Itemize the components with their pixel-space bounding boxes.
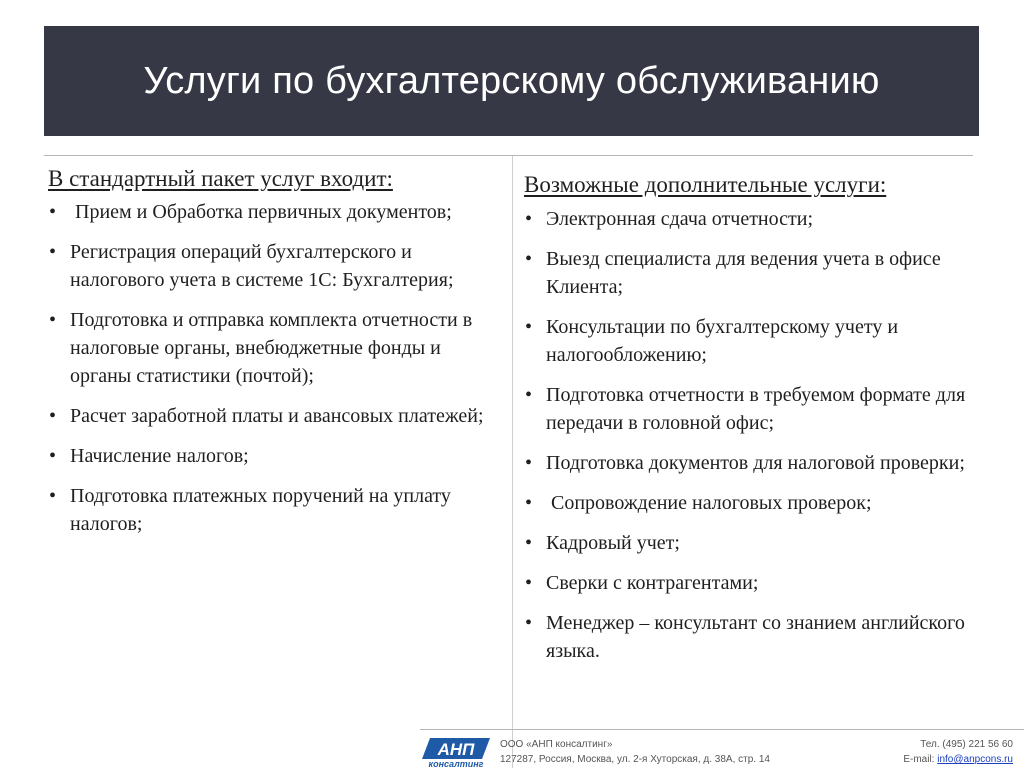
company-info (500, 737, 770, 767)
additional-services-column (524, 172, 1016, 677)
list-item-text: Начисление налогов; (70, 445, 249, 467)
list-item (48, 198, 498, 226)
footer-divider (420, 729, 1024, 730)
list-item-text: Подготовка отчетности в требуемом формате для передачи в головной офис; (546, 384, 971, 434)
list-item (524, 245, 1016, 301)
company-logo (420, 735, 492, 768)
bullet-icon: • (525, 612, 533, 634)
bullet-icon: • (49, 241, 57, 263)
list-item (48, 306, 498, 390)
list-item (524, 381, 1016, 437)
list-item-text: Менеджер – консультант со знанием английского языка. (546, 612, 970, 662)
email-link[interactable]: info@anpcons.ru (937, 754, 1013, 765)
list-item-text: Электронная сдача отчетности; (546, 208, 814, 230)
list-item (48, 442, 498, 470)
list-item-text: Прием и Обработка первичных документов; (70, 201, 452, 223)
bullet-icon: • (49, 445, 57, 467)
list-item-text: Расчет заработной платы и авансовых платежей; (70, 405, 484, 427)
list-item-text: Подготовка документов для налоговой проверки; (546, 452, 965, 474)
standard-services-list (48, 198, 498, 538)
bullet-icon: • (525, 572, 533, 594)
list-item (524, 449, 1016, 477)
title-banner (44, 26, 979, 136)
email-line (903, 752, 1013, 767)
company-address: 127287, Россия, Москва, ул. 2-я Хуторская, д. 38А, стр. 14 (500, 754, 770, 765)
bullet-icon: • (49, 485, 57, 507)
list-item-text: Кадровый учет; (546, 532, 680, 554)
list-item-text: Сопровождение налоговых проверок; (546, 492, 872, 514)
contact-info (903, 737, 1013, 767)
list-item-text: Регистрация операций бухгалтерского и налогового учета в системе 1С: Бухгалтерия; (70, 241, 454, 291)
list-item-text: Сверки с контрагентами; (546, 572, 759, 594)
list-item (48, 402, 498, 430)
bullet-icon: • (49, 405, 57, 427)
list-item (524, 529, 1016, 557)
list-item-text: Подготовка платежных поручений на уплату налогов; (70, 485, 456, 535)
list-item-text: Выезд специалиста для ведения учета в офисе Клиента; (546, 248, 946, 298)
additional-services-heading: Возможные дополнительные услуги: (524, 172, 887, 197)
bullet-icon: • (525, 452, 533, 474)
list-item (524, 205, 1016, 233)
list-item (48, 238, 498, 294)
list-item (524, 489, 1016, 517)
page-title: Услуги по бухгалтерскому обслуживанию (143, 59, 880, 102)
standard-services-column (48, 166, 498, 550)
column-divider (512, 156, 513, 768)
bullet-icon: • (525, 248, 533, 270)
standard-services-heading: В стандартный пакет услуг входит: (48, 166, 393, 191)
header-divider (44, 155, 973, 156)
bullet-icon: • (49, 309, 57, 331)
bullet-icon: • (525, 532, 533, 554)
list-item (48, 482, 498, 538)
list-item (524, 609, 1016, 665)
company-name: ООО «АНП консалтинг» (500, 739, 613, 750)
phone-number: Тел. (495) 221 56 60 (920, 739, 1013, 750)
list-item-text: Консультации по бухгалтерскому учету и налогообложению; (546, 316, 904, 366)
bullet-icon: • (49, 201, 57, 223)
bullet-icon: • (525, 316, 533, 338)
additional-services-list (524, 205, 1016, 665)
list-item-text: Подготовка и отправка комплекта отчетности в налоговые органы, внебюджетные фонды и органы статистики (почтой); (70, 309, 478, 387)
bullet-icon: • (525, 384, 533, 406)
logo-subtext: консалтинг (428, 759, 484, 768)
logo-mark-text: АНП (437, 740, 475, 759)
email-label: E-mail: (903, 754, 938, 765)
list-item (524, 569, 1016, 597)
bullet-icon: • (525, 208, 533, 230)
bullet-icon: • (525, 492, 533, 514)
list-item (524, 313, 1016, 369)
